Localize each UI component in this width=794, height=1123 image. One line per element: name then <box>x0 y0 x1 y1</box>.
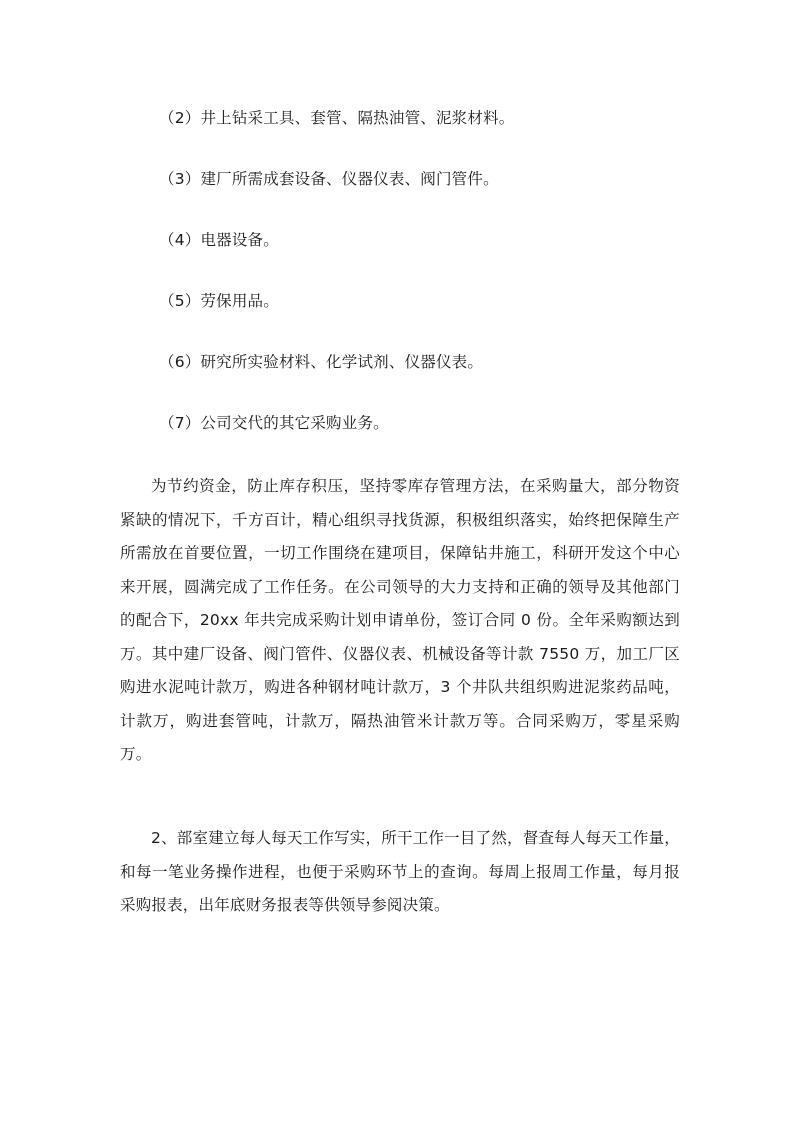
list-item-2: （2）井上钻采工具、套管、隔热油管、泥浆材料。 <box>159 109 515 127</box>
list-item-7: （7）公司交代的其它采购业务。 <box>159 414 389 432</box>
list-item-5: （5）劳保用品。 <box>159 292 279 310</box>
paragraph-work-records: 2、部室建立每人每天工作写实，所干工作一目了然，督查每人每天工作量，和每一笔业务操作进程，也便于采购环节上的查询。每周上报周工作量，每月报采购报表，出年底财务报表等供领导参阅决策。 <box>120 829 680 914</box>
list-item-3: （3）建厂所需成套设备、仪器仪表、阀门管件。 <box>159 170 499 188</box>
list-item-6: （6）研究所实验材料、化学试剂、仪器仪表。 <box>159 353 484 371</box>
list-item-4: （4）电器设备。 <box>159 231 279 249</box>
paragraph-procurement-summary: 为节约资金，防止库存积压，坚持零库存管理方法，在采购量大，部分物资紧缺的情况下，千方百计，精心组织寻找货源，积极组织落实，始终把保障生产所需放在首要位置，一切工作围绕在建项目，保障钻井施工，科研开发这个中心来开展，圆满完成了工作任务。在公司领导的大力支持和正确的领导及其他部门的配合下，20xx 年共完成采购计划申请单份，签订合同 0 份。全年采购额达到万。其中建厂设备、阀门管件、仪器仪表、机械设备等计款 7550 万，加工厂区购进水泥吨计款万，购进各种钢材吨计款万，3 个井队共组织购进泥浆药品吨，计款万，购进套管吨，计款万，隔热油管米计款万等。合同采购万，零星采购万。 <box>120 477 680 763</box>
